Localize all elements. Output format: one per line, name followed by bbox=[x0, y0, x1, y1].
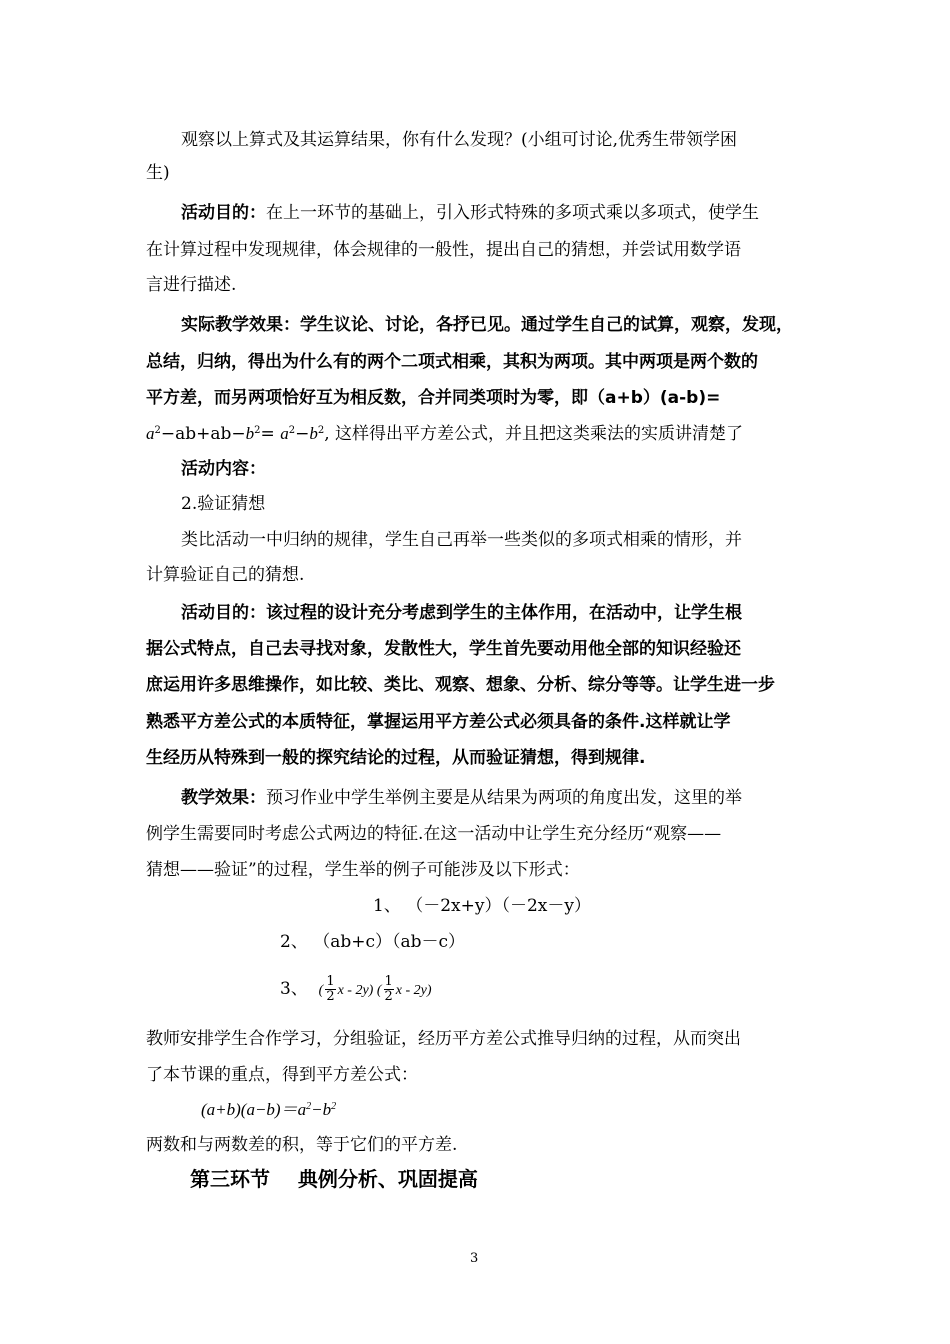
actual-effect-line3: 平方差，而另两项恰好互为相反数，合并同类项时为零，即（a+b）(a-b)= bbox=[146, 388, 721, 408]
analogy-line2: 计算验证自己的猜想. bbox=[146, 565, 305, 585]
para-observe-line2: 生) bbox=[146, 163, 170, 183]
teaching-effect-label: 教学效果： bbox=[181, 788, 266, 808]
activity-goal2-line5: 生经历从特殊到一般的探究结论的过程，从而验证猜想，得到规律. bbox=[146, 748, 646, 768]
activity-goal-line1: 活动目的：在上一环节的基础上，引入形式特殊的多项式乘以多项式，使学生 bbox=[181, 203, 759, 223]
actual-effect-line2: 总结，归纳，得出为什么有的两个二项式相乘，其积为两项。其中两项是两个数的 bbox=[146, 352, 758, 372]
example-2: 2、 （ab+c）（ab－c） bbox=[280, 932, 466, 952]
activity-content-heading: 活动内容： bbox=[181, 459, 266, 479]
fraction-one-half: $\frac{1}{2}$ bbox=[326, 974, 335, 1004]
activity-goal2-line1: 活动目的：该过程的设计充分考虑到学生的主体作用，在活动中，让学生根 bbox=[181, 603, 742, 623]
section-title: 第三环节 典例分析、巩固提高 bbox=[190, 1167, 478, 1191]
actual-effect-line4: $a^2-ab+ab-b^2= a^2-b^2$, 这样得出平方差公式，并且把这类乘法的实质讲清楚了 bbox=[146, 424, 743, 444]
formula-statement: 两数和与两数差的积，等于它们的平方差. bbox=[146, 1135, 458, 1155]
actual-effect-line1: 实际教学效果：学生议论、讨论，各抒已见。通过学生自己的试算，观察，发现， bbox=[181, 315, 793, 335]
example-1: 1、 （－2x+y）（－2x－y） bbox=[373, 896, 591, 916]
example-3: 3、 ( $\frac{1}{2}$ x - 2y) ( $\frac{1}{2}$ x - 2y) bbox=[280, 974, 432, 1004]
activity-goal-line2: 在计算过程中发现规律，体会规律的一般性，提出自己的猜想，并尝试用数学语 bbox=[146, 240, 741, 260]
fraction-one-half: $\frac{1}{2}$ bbox=[384, 974, 393, 1004]
teacher-line1: 教师安排学生合作学习，分组验证，经历平方差公式推导归纳的过程，从而突出 bbox=[146, 1029, 741, 1049]
teaching-effect-line3: 猜想——验证”的过程，学生举的例子可能涉及以下形式： bbox=[146, 860, 580, 880]
activity-goal2-line3: 庶运用许多思维操作，如比较、类比、观察、想象、分析、综分等等。让学生进一步 bbox=[146, 675, 775, 695]
item-verify-guess: 2.验证猜想 bbox=[181, 494, 266, 514]
page-number: 3 bbox=[470, 1251, 479, 1266]
teacher-line2: 了本节课的重点，得到平方差公式： bbox=[146, 1065, 418, 1085]
teaching-effect-line2: 例学生需要同时考虑公式两边的特征.在这一活动中让学生充分经历“观察—— bbox=[146, 824, 722, 844]
difference-of-squares-formula: $(a+b)(a-b)=a^2-b^2$ bbox=[201, 1100, 337, 1119]
activity-goal2-line2: 据公式特点，自己去寻找对象，发散性大，学生首先要动用他全部的知识经验还 bbox=[146, 639, 741, 659]
teaching-effect-line1: 教学效果：预习作业中学生举例主要是从结果为两项的角度出发，这里的举 bbox=[181, 788, 742, 808]
analogy-line1: 类比活动一中归纳的规律，学生自己再举一些类似的多项式相乘的情形，并 bbox=[181, 530, 742, 550]
para-observe-line1: 观察以上算式及其运算结果，你有什么发现？(小组可讨论,优秀生带领学困 bbox=[181, 130, 738, 150]
activity-goal-label: 活动目的： bbox=[181, 203, 266, 223]
activity-goal-line3: 言进行描述. bbox=[146, 275, 237, 295]
activity-goal2-line4: 熟悉平方差公式的本质特征，掌握运用平方差公式必须具备的条件.这样就让学 bbox=[146, 712, 731, 732]
